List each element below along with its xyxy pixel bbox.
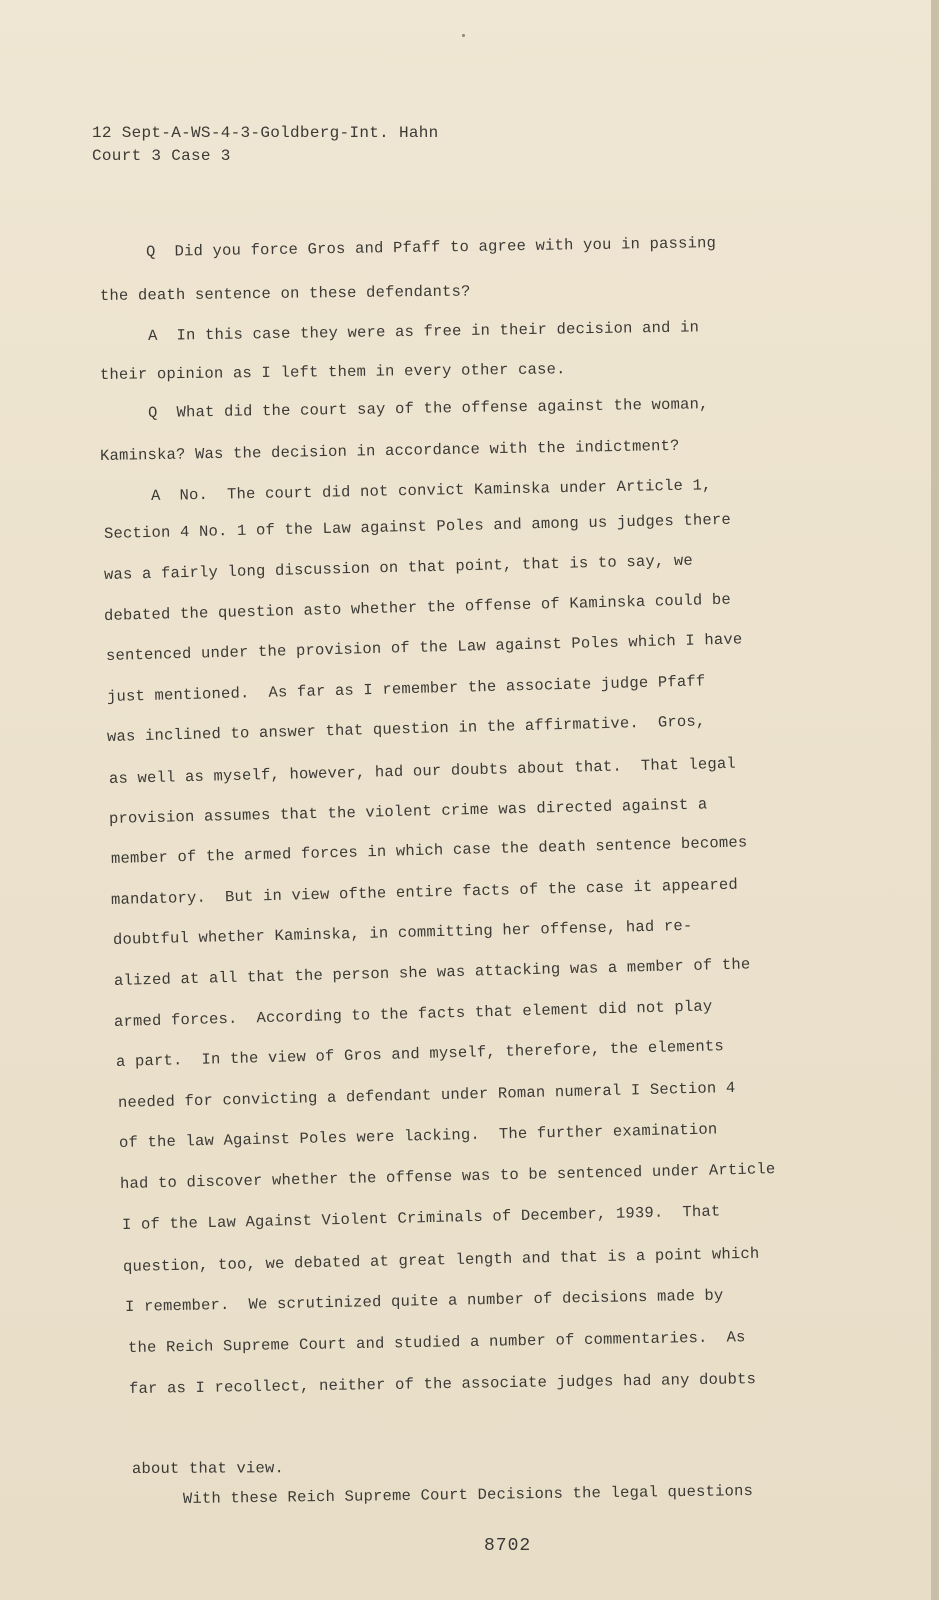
header-case-line: 12 Sept-A-WS-4-3-Goldberg-Int. Hahn — [92, 124, 439, 142]
text-line: question, too, we debated at great length and that is a point which — [122, 1244, 760, 1276]
text-line: sentenced under the provision of the Law against Poles which I have — [105, 630, 743, 665]
text-line: Section 4 No. 1 of the Law against Poles and among us judges there — [103, 510, 732, 543]
text-line: had to discover whether the offense was to be sentenced under Article — [119, 1160, 776, 1193]
text-line: was inclined to answer that question in the affirmative. Gros, — [106, 712, 706, 746]
text-line: alized at all that the person she was attacking was a member of the — [113, 955, 751, 990]
text-line: needed for convicting a defendant under Roman numeral I Section 4 — [117, 1078, 736, 1112]
text-line: member of the armed forces in which case the death sentence becomes — [110, 833, 748, 868]
text-line: just mentioned. As far as I remember the associate judge Pfaff — [106, 672, 706, 706]
text-line: the death sentence on these defendants? — [99, 282, 471, 305]
text-line: Q What did the court say of the offense against the woman, — [147, 395, 709, 422]
text-line: Kaminska? Was the decision in accordance with the indictment? — [99, 436, 680, 465]
header-court-line: Court 3 Case 3 — [92, 147, 231, 165]
text-line: of the law Against Poles were lacking. The further examination — [118, 1120, 718, 1152]
text-line: the Reich Supreme Court and studied a number of commentaries. As — [127, 1328, 746, 1357]
text-line: mandatory. But in view ofthe entire facts of the case it appeared — [110, 875, 739, 909]
text-line: was a fairly long discussion on that point, that is to say, we — [103, 551, 694, 584]
text-line: about that view. — [131, 1459, 285, 1478]
text-line: I remember. We scrutinized quite a number of decisions made by — [124, 1286, 724, 1316]
text-line: doubtful whether Kaminska, in committing her offense, had re- — [112, 916, 693, 949]
text-line: I of the Law Against Violent Criminals of December, 1939. That — [121, 1202, 721, 1234]
text-line: armed forces. According to the facts that element did not play — [113, 997, 713, 1031]
text-line: a part. In the view of Gros and myself, therefore, the elements — [115, 1037, 725, 1071]
text-line: as well as myself, however, had our doubts about that. That legal — [108, 754, 737, 788]
text-line: provision assumes that the violent crime was directed against a — [108, 795, 708, 828]
text-line: A In this case they were as free in their decision and in — [147, 318, 700, 345]
page-number: 8702 — [484, 1536, 532, 1556]
text-line: debated the question asto whether the offense of Kaminska could be — [103, 590, 732, 625]
text-line: A No. The court did not convict Kaminska under Article 1, — [150, 476, 712, 505]
text-line: their opinion as I left them in every other case. — [99, 360, 566, 384]
text-line: With these Reich Supreme Court Decisions the legal questions — [182, 1482, 754, 1508]
text-line: far as I recollect, neither of the associate judges had any doubts — [128, 1370, 757, 1398]
text-line: Q Did you force Gros and Pfaff to agree with you in passing — [145, 234, 717, 261]
